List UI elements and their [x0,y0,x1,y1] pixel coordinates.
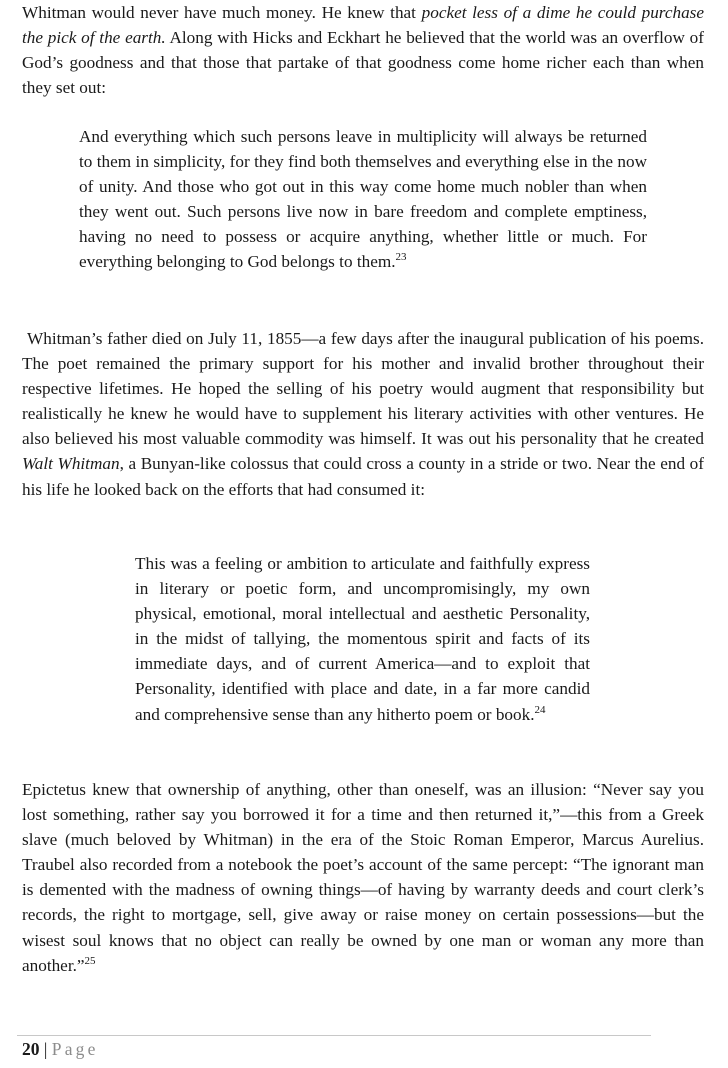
block-quote-1-text: And everything which such persons leave in multiplicity will always be returned to them in simplicity, for they find both themselves and everything else in the now of unity. And those who got out in this way come home much nobler than when they went out. Such persons live now in bare freedom and complete emptiness, having no need to possess or acquire anything, whether little or much. For everything belonging to God belongs to them. [79,127,647,272]
footnote-ref-23: 23 [395,251,407,264]
paragraph-2-italic-title: Walt Whitman [22,454,120,474]
paragraph-3-text: Epictetus knew that ownership of anything, other than oneself, was an illusion: “Never say you lost something, rather say you borrowed it for a time and then returned it,”—this from a Greek slave (much beloved by Whitman) in the era of the Stoic Roman Emperor, Marcus Aurelius. Traubel also recorded from a notebook the poet’s account of the same percept: “The ignorant man is demented with the madness of owning things—of having by warranty deeds and court clerk’s records, the right to mortgage, sell, give away or raise money on certain possessions—but the wisest soul knows that no object can really be owned by one man or woman any more than another.” [22,780,704,975]
paragraph-1-italic-quote: pocket less of a dime he could purchase the pick of the earth. [22,3,704,48]
body-paragraph-3 [22,777,704,978]
paragraph-1-text-a: Whitman would never have much money. He knew that [22,3,422,22]
footnote-ref-25: 25 [84,954,96,967]
block-quote-1 [79,124,647,275]
paragraph-2-text-a: Whitman’s father died on July 11, 1855—a few days after the inaugural publication of his poems. The poet remained the primary support for his mother and invalid brother throughout their respective lifetimes. He hoped the selling of his poetry would augment that responsibility but realistically he knew he would have to supplement his literary activities with other ventures. He also believed his most valuable commodity was himself. It was out his personality that he created [22,329,704,449]
page-footer [22,1038,99,1060]
block-quote-2 [135,551,590,727]
body-paragraph-2 [22,326,704,502]
page-number: 20 [22,1039,40,1059]
paragraph-2-text-b: , a Bunyan-like colossus that could cross a county in a stride or two. Near the end of his life he looked back on the efforts that had consumed it: [22,454,704,499]
body-paragraph-1 [22,0,704,100]
block-quote-2-text: This was a feeling or ambition to articulate and faithfully express in literary or poetic form, and uncompromisingly, my own physical, emotional, moral intellectual and aesthetic Personality, in the midst of tallying, the momentous spirit and facts of its immediate days, and of current America—and to exploit that Personality, identified with place and date, in a far more candid and comprehensive sense than any hitherto poem or book. [135,554,590,724]
footer-separator: | [43,1039,48,1059]
footnote-ref-24: 24 [534,703,546,716]
footer-divider [17,1035,651,1036]
paragraph-1-text-b: Along with Hicks and Eckhart he believed that the world was an overflow of God’s goodness and that those that partake of that goodness come home richer each than when they set out: [22,28,704,98]
footer-page-label: Page [51,1039,99,1059]
